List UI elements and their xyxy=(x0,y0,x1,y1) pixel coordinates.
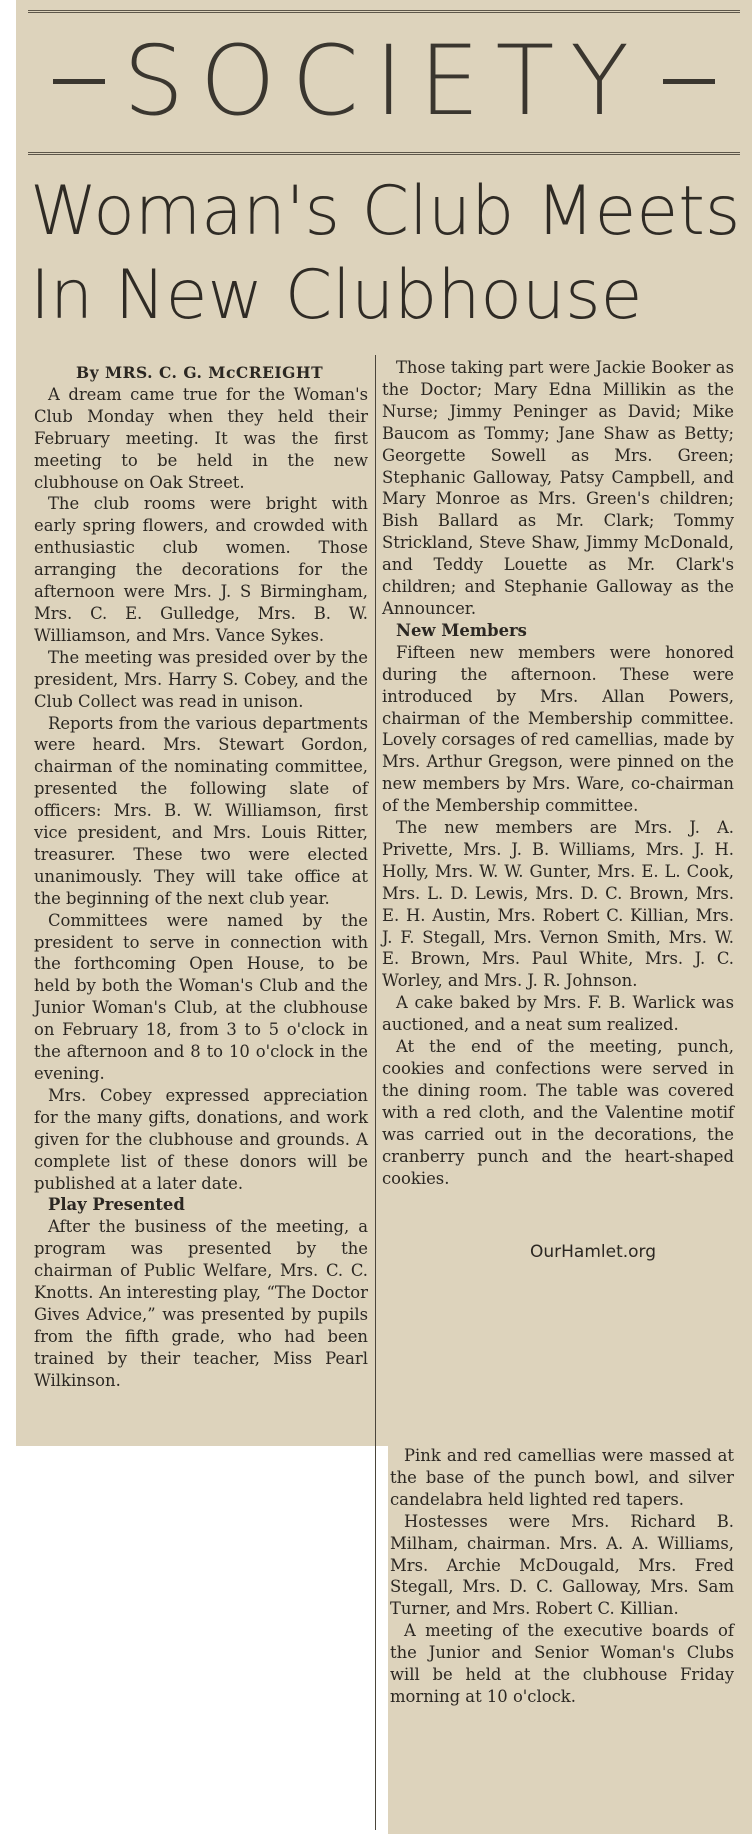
article-column-right xyxy=(382,357,734,1189)
paragraph: After the business of the meeting, a program was presented by the chairman of Public Welfare, Mrs. C. C. Knotts. An interesting play, “The Doctor Gives Advice,” was presented by pupils from the fifth grade, who had been trained by their teacher, Miss Pearl Wilkinson. xyxy=(34,1217,368,1390)
paragraph: A dream came true for the Woman's Club Monday when they held their February meeting. It was the first meeting to be held in the new clubhouse on Oak Street. xyxy=(34,384,368,492)
paragraph: The club rooms were bright with early spring flowers, and crowded with enthusiastic club women. Those arranging the decorations for the afternoon were Mrs. J. S Birmingham, Mrs. C. E. Gulledge, Mrs. B. W. Williamson, and Mrs. Vance Sykes. xyxy=(34,494,368,645)
paragraph: A meeting of the executive boards of the Junior and Senior Woman's Clubs will be held at the clubhouse Friday morning at 10 o'clock. xyxy=(390,1621,734,1706)
paragraph: The new members are Mrs. J. A. Privette, Mrs. J. B. Williams, Mrs. J. H. Holly, Mrs. W. W. Gunter, Mrs. E. L. Cook, Mrs. L. D. Lewis, Mrs. D. C. Brown, Mrs. E. H. Austin, Mrs. Robert C. Killian, Mrs. J. F. Stegall, Mrs. Vernon Smith, Mrs. W. E. Brown, Mrs. Paul White, Mrs. J. C. Worley, and Mrs. J. R. Johnson. xyxy=(382,818,734,991)
headline xyxy=(30,170,742,338)
paragraph: Pink and red camellias were massed at the base of the punch bowl, and silver candelabra held lighted red tapers. xyxy=(390,1446,734,1509)
paragraph: The meeting was presided over by the president, Mrs. Harry S. Cobey, and the Club Collect was read in unison. xyxy=(34,647,368,711)
column-divider xyxy=(375,355,376,1830)
headline-line-1: Woman's Club Meets xyxy=(30,172,741,251)
article-column-right-continued xyxy=(390,1445,734,1708)
paragraph: Those taking part were Jackie Booker as the Doctor; Mary Edna Millikin as the Nurse; Jimmy Peninger as David; Mike Baucom as Tommy; Jane Shaw as Betty; Georgette Sowell as Mrs. Green; Stephanic Galloway, Patsy Campbell, and Mary Monroe as Mrs. Green's children; Bish Ballard as Mr. Clark; Tommy Strickland, Steve Shaw, Jimmy McDonald, and Teddy Louette as Mr. Clark's children; and Stephanie Galloway as the Announcer. xyxy=(382,358,734,618)
paragraph: At the end of the meeting, punch, cookies and confections were served in the dining room. The table was covered with a red cloth, and the Valentine motif was carried out in the decorations, the cranberry punch and the heart-shaped cookies. xyxy=(382,1037,734,1188)
section-title: SOCIETY xyxy=(123,25,645,137)
paragraph: Mrs. Cobey expressed appreciation for the many gifts, donations, and work given for the clubhouse and grounds. A complete list of these donors will be published at a later date. xyxy=(34,1085,368,1193)
paragraph: Hostesses were Mrs. Richard B. Milham, chairman. Mrs. A. A. Williams, Mrs. Archie McDougald, Mrs. Fred Stegall, Mrs. D. C. Galloway, Mrs. Sam Turner, and Mrs. Robert C. Killian. xyxy=(390,1511,734,1619)
byline: By MRS. C. G. McCREIGHT xyxy=(76,363,324,382)
paragraph: Committees were named by the president to serve in connection with the forthcoming Open House, to be held by both the Woman's Club and the Junior Woman's Club, at the clubhouse on February 18, from 3 to 5 o'clock in the afternoon and 8 to 10 o'clock in the evening. xyxy=(34,910,368,1083)
left-dash xyxy=(53,79,105,84)
headline-line-2: In New Clubhouse xyxy=(30,256,643,335)
masthead-rule xyxy=(28,152,740,155)
top-rule xyxy=(28,10,740,13)
watermark: OurHamlet.org xyxy=(530,1242,657,1262)
right-dash xyxy=(663,79,715,84)
paragraph: Fifteen new members were honored during the afternoon. These were introduced by Mrs. Allan Powers, chairman of the Membership committee. Lovely corsages of red camellias, made by Mrs. Arthur Gregson, were pinned on the new members by Mrs. Ware, co-chairman of the Membership committee. xyxy=(382,642,734,816)
subhead-new-members: New Members xyxy=(396,620,527,640)
article-column-left xyxy=(34,362,368,1392)
paragraph: Reports from the various departments were heard. Mrs. Stewart Gordon, chairman of the nominating committee, presented the following slate of officers: Mrs. B. W. Williamson, first vice president, and Mrs. Louis Ritter, treasurer. These two were elected unanimously. They will take office at the beginning of the next club year. xyxy=(34,713,368,908)
paragraph: A cake baked by Mrs. F. B. Warlick was auctioned, and a neat sum realized. xyxy=(382,993,734,1035)
subhead-play-presented: Play Presented xyxy=(48,1195,185,1215)
section-masthead xyxy=(28,22,740,140)
